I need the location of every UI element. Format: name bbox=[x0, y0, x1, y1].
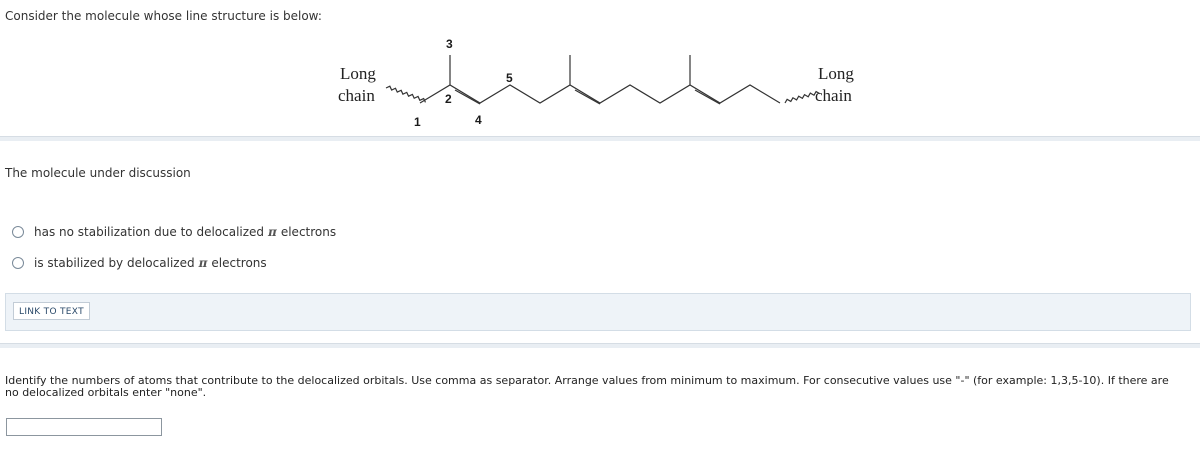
radio-button[interactable] bbox=[12, 257, 24, 269]
double-bond-second bbox=[575, 90, 600, 104]
option-label-after: electrons bbox=[280, 225, 337, 239]
option-no-stabilization[interactable] bbox=[12, 224, 336, 240]
atom-label-4: 4 bbox=[475, 113, 482, 127]
right-chain-label: chain bbox=[815, 86, 852, 105]
atom-label-5: 5 bbox=[506, 71, 513, 85]
option-label-after: electrons bbox=[211, 256, 267, 270]
pi-symbol: π bbox=[198, 256, 208, 270]
section-divider bbox=[0, 343, 1200, 348]
atom-label-3: 3 bbox=[446, 37, 453, 51]
option-label-before: is stabilized by delocalized bbox=[34, 256, 195, 270]
atom-label-2: 2 bbox=[445, 92, 452, 106]
atom-label-1: 1 bbox=[414, 115, 421, 129]
pi-symbol: π bbox=[268, 225, 277, 239]
double-bond-2-4 bbox=[455, 90, 480, 104]
option-stabilized[interactable] bbox=[12, 255, 267, 271]
left-long-label: Long bbox=[340, 64, 376, 83]
question-text: The molecule under discussion bbox=[5, 166, 191, 180]
answer-input[interactable] bbox=[6, 418, 162, 436]
radio-button[interactable] bbox=[12, 226, 24, 238]
link-to-text-button[interactable]: LINK TO TEXT bbox=[13, 302, 90, 320]
section-divider bbox=[0, 136, 1200, 141]
identify-instruction: Identify the numbers of atoms that contribute to the delocalized orbitals. Use comma as separator. Arrange values from minimum to maximum. For consecutive values use "-" (for example: 1,3,5-10). If there are no delocalized orbitals enter "none". bbox=[5, 374, 1169, 399]
link-to-text-bar bbox=[5, 293, 1191, 331]
molecule-line-structure bbox=[330, 30, 875, 130]
intro-text: Consider the molecule whose line structure is below: bbox=[5, 9, 322, 23]
double-bond-third bbox=[695, 90, 720, 104]
left-chain-label: chain bbox=[338, 86, 375, 105]
left-wavy-bond bbox=[386, 85, 426, 102]
option-label-before: has no stabilization due to delocalized bbox=[34, 225, 265, 239]
right-long-label: Long bbox=[818, 64, 854, 83]
